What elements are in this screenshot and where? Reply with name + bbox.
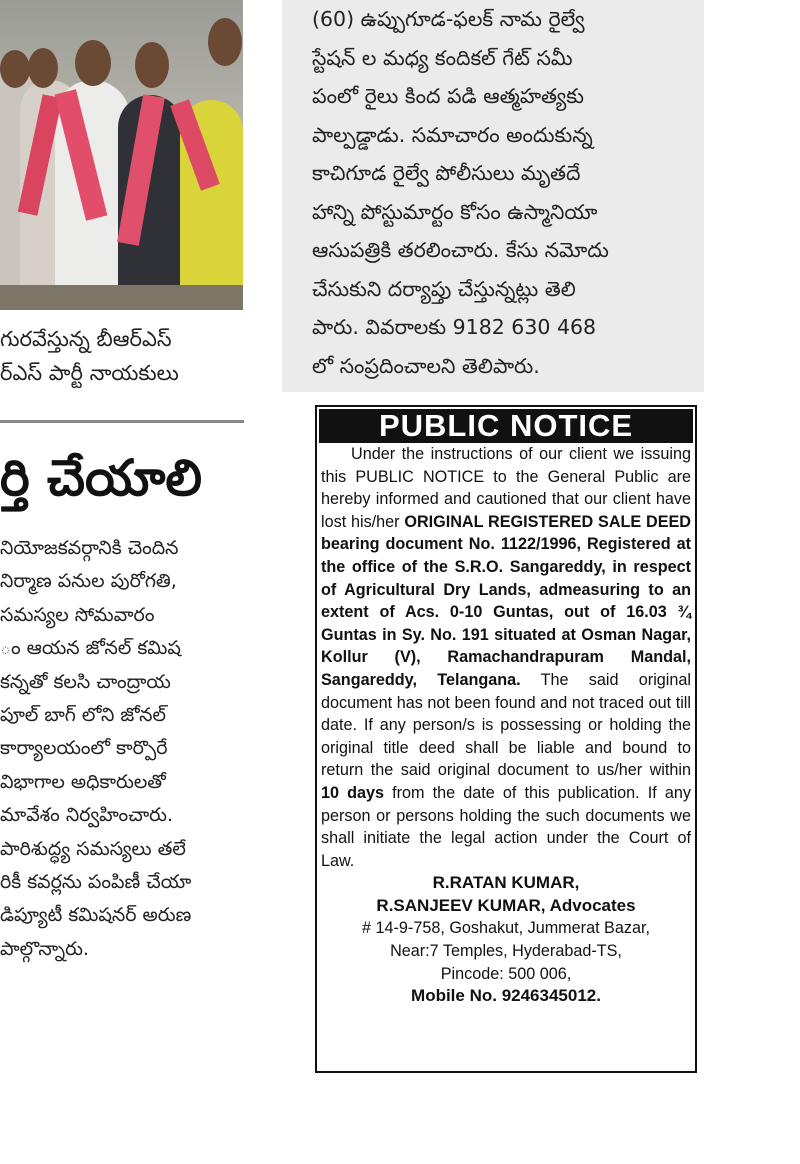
body-line: విభాగాల అధికారులతో — [0, 770, 166, 793]
railway-news-box — [282, 0, 704, 392]
article-headline: ర్తి చేయాలి — [0, 449, 203, 507]
body-line: ం ఆయన జోనల్ కమిష — [0, 637, 181, 660]
notice-end: from the date of this publication. If any person or persons holding the such documents we shall initiate the legal action under the Court of Law. — [321, 783, 691, 870]
column-divider — [0, 420, 244, 423]
news-line: కాచిగూడ రైల్వే పోలీసులు మృతదే — [312, 161, 581, 185]
signatory-1: R.RATAN KUMAR, — [432, 873, 580, 893]
caption-line: గురవేస్తున్న బీఆర్ఎస్ — [0, 327, 172, 351]
pincode: Pincode: 500 006, — [440, 964, 572, 983]
mobile-number: Mobile No. 9246345012. — [411, 986, 601, 1006]
notice-days: 10 days — [321, 783, 385, 802]
body-line: పారిశుద్ధ్య సమస్యలు తలే — [0, 837, 186, 860]
public-notice — [315, 405, 697, 1073]
notice-deed-details: ORIGINAL REGISTERED SALE DEED bearing document No. 1122/1996, Registered at the office of the S.R.O. Sangareddy, in respect of Agricultural Dry Lands, admeasuring to an extent of Acs. 0-10 Guntas, out of 16.03 ¾ Guntas in Sy. No. 191 situated at Osman Nagar, Kollur (V), Ramachandrapuram Mandal, Sangareddy, Telangana. — [321, 512, 691, 689]
body-line: కార్యాలయంలో కార్పొరే — [0, 737, 168, 760]
address-line-1: # 14-9-758, Goshakut, Jummerat Bazar, — [362, 919, 650, 938]
railway-news-text — [312, 0, 682, 385]
news-line: పాల్పడ్డాడు. సమాచారం అందుకున్న — [312, 122, 593, 147]
body-line: సమస్యల సోమవారం — [0, 603, 155, 626]
body-line: డిప్యూటీ కమిషనర్ అరుణ — [0, 904, 192, 927]
address-line-2: Near:7 Temples, Hyderabad-TS, — [390, 942, 622, 961]
news-line: పంలో రైలు కింద పడి ఆత్మహత్యకు — [312, 84, 585, 108]
body-line: రికీ కవర్లను పంపిణీ చేయా — [0, 871, 192, 894]
news-photo — [0, 0, 243, 310]
notice-paragraph — [321, 443, 691, 872]
news-line: ఆసుపత్రికి తరలించారు. కేసు నమోదు — [312, 238, 609, 262]
body-line: నిర్మాణ పనుల పురోగతి, — [0, 570, 177, 593]
body-line: పాల్గొన్నారు. — [0, 937, 89, 960]
body-line: మావేశం నిర్వహించారు. — [0, 804, 174, 827]
body-line: కన్నతో కలసి చాంద్రాయ — [0, 670, 171, 693]
body-line: పూల్ బాగ్ లోని జోనల్ — [0, 704, 166, 727]
notice-intro: Under the instructions of our client we issuing this PUBLIC NOTICE to the General Public are hereby informed and cautioned that our client have lost his/her — [321, 445, 691, 531]
news-line: (60) ఉప్పుగూడ-ఫలక్ నామ రైల్వే — [312, 7, 585, 31]
notice-title: PUBLIC NOTICE — [319, 409, 693, 443]
notice-signature — [317, 872, 695, 1008]
signatory-2: R.SANJEEV KUMAR, Advocates — [376, 895, 636, 915]
notice-mid: The said original document has not been found and not traced out till date. If any person/s is possessing or holding the original title deed shall be liable and bound to return the said original document to us/her within — [321, 670, 691, 780]
news-line: స్టేషన్ ల మధ్య కందికల్ గేట్ సమీ — [312, 45, 573, 70]
news-line: పారు. వివరాలకు 9182 630 468 — [312, 315, 597, 339]
news-line: చేసుకుని దర్యాప్తు చేస్తున్నట్లు తెలి — [312, 276, 576, 301]
body-line: నియోజకవర్గానికి చెందిన — [0, 537, 179, 559]
news-line: లో సంప్రదించాలని తెలిపారు. — [312, 353, 540, 378]
caption-line: ర్ఎస్ పార్టీ నాయకులు — [0, 361, 179, 385]
photo-caption — [0, 322, 243, 390]
notice-body — [317, 443, 695, 872]
news-line: హాన్ని పోస్టుమార్టం కోసం ఉస్మానియా — [312, 199, 598, 224]
left-article-body — [0, 532, 243, 966]
